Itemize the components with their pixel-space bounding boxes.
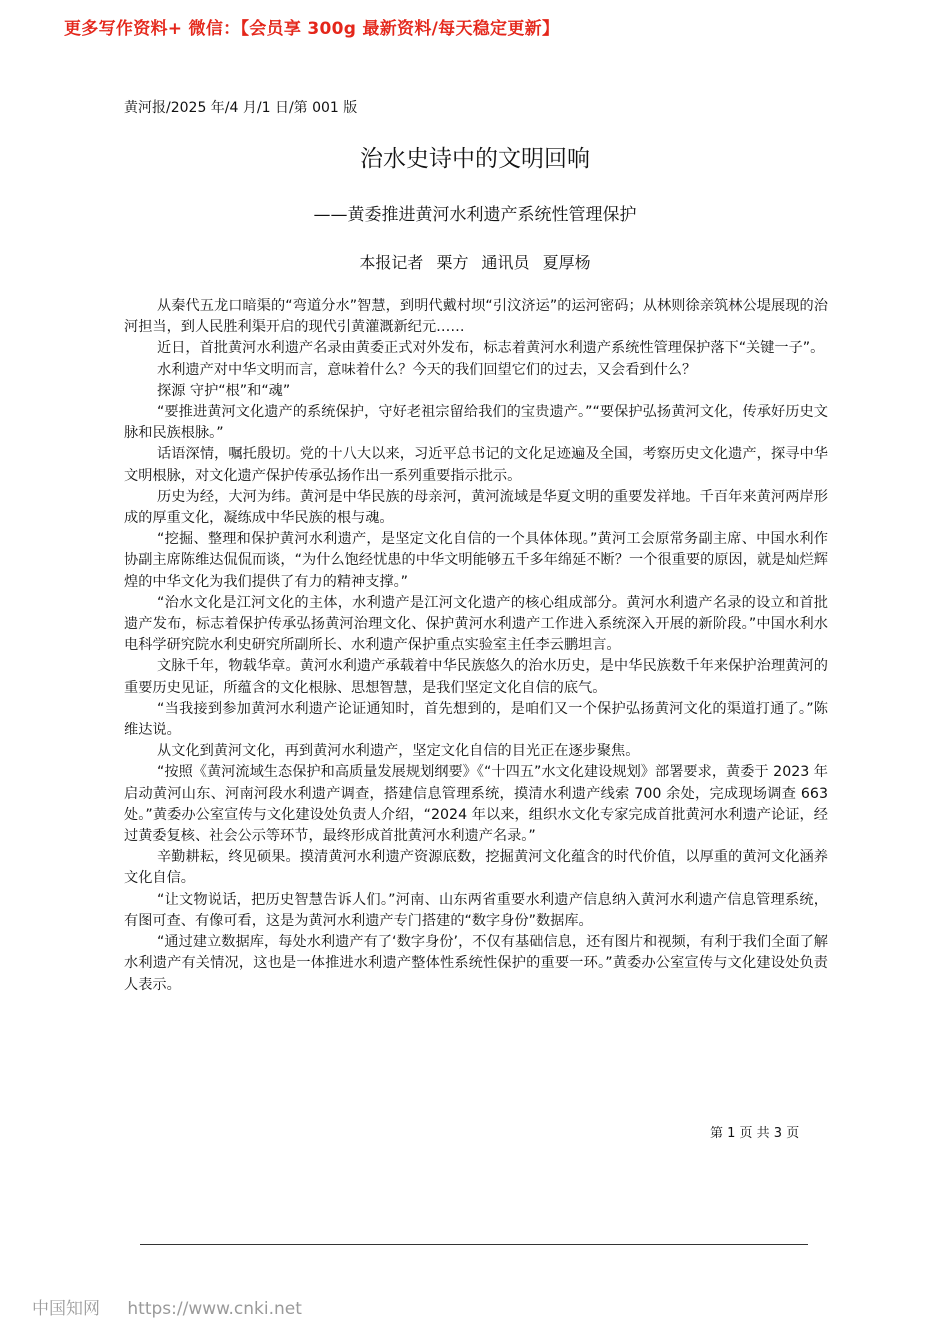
paragraph: 文脉千年，物载华章。黄河水利遗产承载着中华民族悠久的治水历史，是中华民族数千年来保护治理黄河的重要历史见证，所蕴含的文化根脉、思想智慧，是我们坚定文化自信的底气。	[124, 658, 828, 696]
paragraph: 辛勤耕耘，终见硕果。摸清黄河水利遗产资源底数，挖掘黄河文化蕴含的时代价值，以厚重的黄河文化涵养文化自信。	[124, 849, 828, 887]
paragraph: “治水文化是江河文化的主体，水利遗产是江河文化遗产的核心组成部分。黄河水利遗产名录的设立和首批遗产发布，标志着保护传承弘扬黄河治理文化、保护黄河水利遗产工作进入系统深入开展的新阶段。”中国水利水电科学研究院水利史研究所副所长、水利遗产保护重点实验室主任李云鹏坦言。	[124, 594, 828, 654]
watermark-url: https://www.cnki.net	[127, 1299, 302, 1319]
paragraph: 话语深情，嘱托殷切。党的十八大以来，习近平总书记的文化足迹遍及全国，考察历史文化遗产，探寻中华文明根脉，对文化遗产保护传承弘扬作出一系列重要指示批示。	[124, 446, 828, 484]
byline: 本报记者 栗方 通讯员 夏厚杨	[359, 253, 591, 272]
paragraph: 近日，首批黄河水利遗产名录由黄委正式对外发布，标志着黄河水利遗产系统性管理保护落下“关键一子”。	[157, 340, 825, 357]
footer-divider	[140, 1244, 808, 1245]
watermark-name: 中国知网	[32, 1299, 100, 1319]
paragraph: “挖掘、整理和保护黄河水利遗产，是坚定文化自信的一个具体体现。”黄河工会原常务副主席、中国水利作协副主席陈维达侃侃而谈，“为什么饱经忧患的中华文明能够五千多年绵延不断？一个很重要的原因，就是灿烂辉煌的中华文化为我们提供了有力的精神支撑。”	[124, 531, 828, 590]
article-subtitle: ——黄委推进黄河水利遗产系统性管理保护	[313, 205, 637, 225]
paragraph: “按照《黄河流域生态保护和高质量发展规划纲要》《“十四五”水文化建设规划》部署要求，黄委于 2023 年启动黄河山东、河南河段水利遗产调查，搭建信息管理系统，摸清水利遗产线索 700 余处，完成现场调查 663 处。”黄委办公室宣传与文化建设处负责人介绍，“2024 年以来，组织水文化专家完成首批黄河水利遗产论证，经过黄委复核、社会公示等环节，最终形成首批黄河水利遗产名录。”	[124, 764, 828, 845]
promo-banner: 更多写作资料+ 微信：【会员享 300g 最新资料/每天稳定更新】	[64, 19, 560, 39]
paragraph: 历史为经，大河为纬。黄河是中华民族的母亲河，黄河流域是华夏文明的重要发祥地。千百年来黄河两岸形成的厚重文化，凝练成中华民族的根与魂。	[124, 488, 828, 527]
paragraph: “当我接到参加黄河水利遗产论证通知时，首先想到的，是咱们又一个保护弘扬黄河文化的渠道打通了。”陈维达说。	[124, 700, 828, 739]
section-heading: 探源 守护“根”和“魂”	[157, 382, 291, 399]
paragraph: “通过建立数据库，每处水利遗产有了‘数字身份’，不仅有基础信息，还有图片和视频，有利于我们全面了解水利遗产有关情况，这也是一体推进水利遗产整体性系统性保护的重要一环。”黄委办公室宣传与文化建设处负责人表示。	[124, 934, 828, 993]
watermark	[32, 1294, 302, 1319]
paragraph: 从秦代五龙口暗渠的“弯道分水”智慧，到明代戴村坝“引汶济运”的运河密码；从林则徐亲筑林公堤展现的治河担当，到人民胜利渠开启的现代引黄灌溉新纪元……	[124, 298, 828, 336]
paragraph: “让文物说话，把历史智慧告诉人们。”河南、山东两省重要水利遗产信息纳入黄河水利遗产信息管理系统，有图可查、有像可看，这是为黄河水利遗产专门搭建的“数字身份”数据库。	[124, 891, 828, 929]
paragraph: “要推进黄河文化遗产的系统保护，守好老祖宗留给我们的宝贵遗产。”“要保护弘扬黄河文化，传承好历史文脉和民族根脉。”	[124, 404, 828, 442]
dateline: 黄河报/2025 年/4 月/1 日/第 001 版	[124, 100, 358, 116]
article-title: 治水史诗中的文明回响	[360, 146, 590, 172]
paragraph: 水利遗产对中华文明而言，意味着什么？今天的我们回望它们的过去，又会看到什么？	[157, 361, 697, 378]
article-body	[124, 296, 828, 996]
page-number: 第 1 页 共 3 页	[710, 1126, 800, 1141]
paragraph: 从文化到黄河文化，再到黄河水利遗产，坚定文化自信的目光正在逐步聚焦。	[157, 743, 640, 760]
